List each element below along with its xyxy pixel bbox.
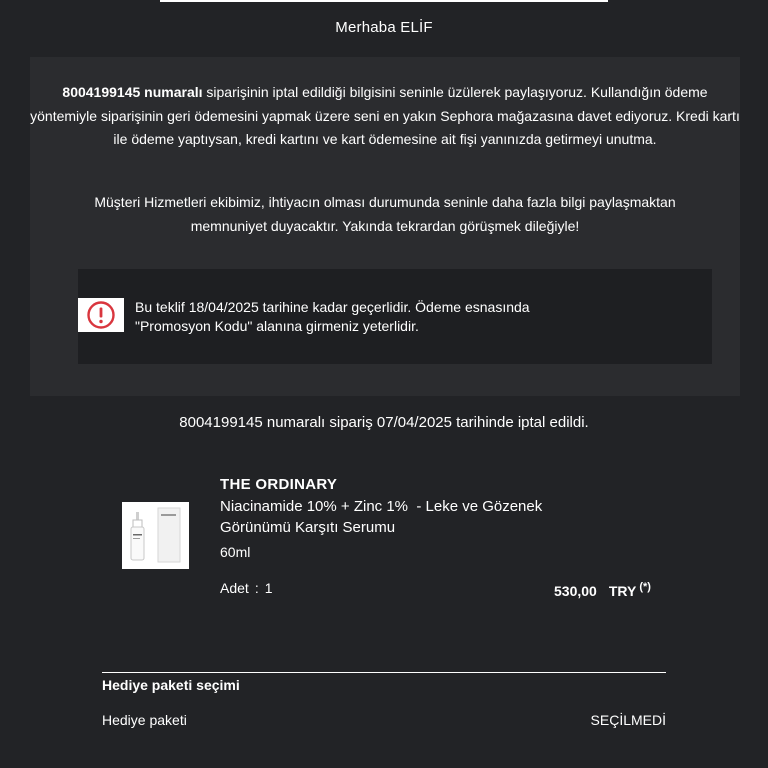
quantity-value: 1 bbox=[264, 580, 273, 596]
product-quantity bbox=[220, 580, 273, 596]
quantity-label: Adet bbox=[220, 580, 249, 596]
customer-service-line-1: Müşteri Hizmetleri ekibimiz, ihtiyacın olması durumunda seninle daha fazla bilgi paylaşmaktan bbox=[94, 194, 676, 210]
order-status-line: 8004199145 numaralı sipariş 07/04/2025 tarihinde iptal edildi. bbox=[179, 414, 589, 431]
gift-wrap-label: Hediye paketi bbox=[102, 712, 187, 728]
gift-wrap-title: Hediye paketi seçimi bbox=[102, 677, 240, 693]
product-brand: THE ORDINARY bbox=[220, 476, 338, 493]
product-name[interactable] bbox=[220, 496, 640, 538]
section-divider bbox=[102, 672, 666, 673]
product-price bbox=[554, 581, 651, 599]
customer-service-line-2: memnuniyet duyacaktır. Yakında tekrardan görüşmek dileğiyle! bbox=[190, 217, 580, 234]
price-currency: TRY bbox=[608, 583, 637, 599]
product-name-line-2: Görünümü Karşıtı Serumu bbox=[220, 519, 396, 536]
cancellation-info-box bbox=[30, 57, 740, 396]
promo-notice bbox=[78, 269, 712, 364]
greeting: Merhaba ELİF bbox=[335, 19, 433, 36]
quantity-separator: : bbox=[254, 580, 259, 596]
product-image bbox=[122, 502, 189, 569]
price-footnote-marker: (*) bbox=[639, 581, 651, 593]
cancellation-message bbox=[30, 81, 740, 152]
order-number: 8004199145 numaralı bbox=[62, 84, 203, 100]
promo-notice-text bbox=[135, 298, 705, 336]
header-divider bbox=[160, 0, 608, 2]
customer-service-message bbox=[30, 191, 740, 238]
product-size: 60ml bbox=[220, 544, 251, 560]
gift-wrap-value: SEÇİLMEDİ bbox=[590, 712, 666, 728]
cancellation-message-text: siparişinin iptal edildiği bilgisini seninle üzülerek paylaşıyoruz. Kullandığın ödeme yöntemiyle siparişinin geri ödemesini yapmak üzere seni en yakın Sephora mağazasına davet ediyoruz. Kredi kartı ile ödeme yaptıysan, kredi kartını ve kart ödemesine ait fişi yanınızda getirmeyi unutma. bbox=[30, 84, 740, 147]
price-amount: 530,00 bbox=[554, 583, 597, 599]
promo-notice-line-2: "Promosyon Kodu" alanına girmeniz yeterlidir. bbox=[135, 318, 419, 334]
alert-circle-icon bbox=[78, 298, 124, 332]
product-name-line-1: Niacinamide 10% + Zinc 1% - Leke ve Gözenek bbox=[220, 498, 543, 515]
promo-notice-line-1: Bu teklif 18/04/2025 tarihine kadar geçerlidir. Ödeme esnasında bbox=[135, 299, 530, 315]
